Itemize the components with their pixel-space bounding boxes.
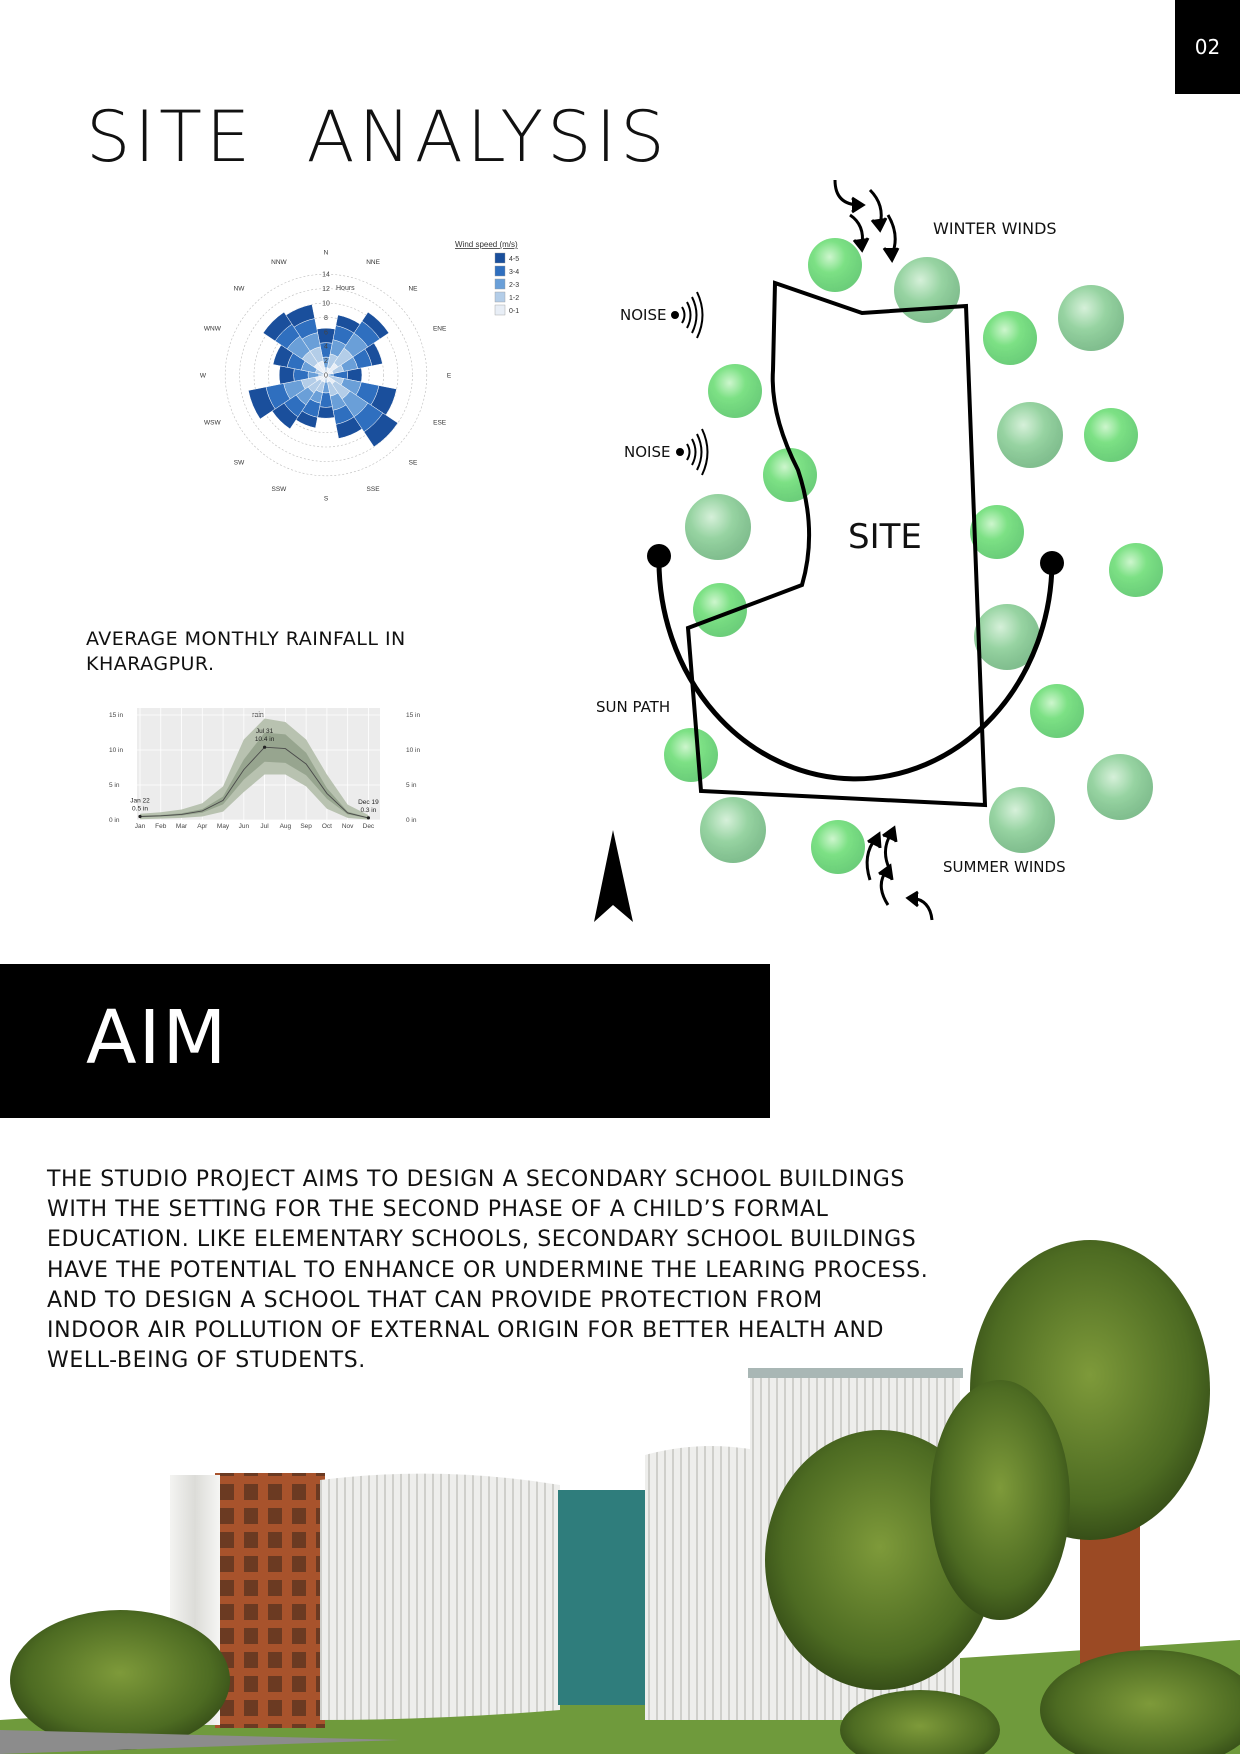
wind-rose-direction-label: WNW <box>203 325 221 333</box>
tree-foliage <box>930 1380 1070 1620</box>
wind-rose-legend <box>455 240 519 315</box>
wind-rose-direction-label: SE <box>408 459 418 467</box>
wind-rose-direction-label: NNW <box>271 258 287 266</box>
sun-set-marker <box>1040 551 1064 575</box>
wind-rose-direction-label: ENE <box>432 325 447 333</box>
y-tick-label-right: 0 in <box>406 817 417 824</box>
legend-swatch <box>495 292 505 302</box>
tree-icon <box>970 505 1024 559</box>
x-tick-label: Oct <box>321 823 332 830</box>
aim-heading: AIM <box>86 995 229 1081</box>
sun-rise-marker <box>647 544 671 568</box>
annotation-value: 0.5 in <box>132 805 148 813</box>
noise-wave-icon <box>677 429 708 475</box>
legend-swatch <box>495 305 505 315</box>
tree-icon <box>989 787 1055 853</box>
annotation-label: Jan 22 <box>130 797 150 805</box>
finned-volume <box>645 1446 755 1720</box>
summer-wind-arrows-icon <box>867 828 932 920</box>
legend-label: 4-5 <box>509 256 520 263</box>
legend-swatch <box>495 266 505 276</box>
wind-rose-radial-tick: 6 <box>324 329 328 337</box>
y-tick-label-left: 10 in <box>109 747 124 754</box>
tree-icon <box>664 728 718 782</box>
aim-line: WELL-BEING OF STUDENTS. <box>47 1348 366 1374</box>
north-arrow-icon <box>594 830 633 922</box>
sun-path-label: SUN PATH <box>596 698 671 716</box>
x-tick-label: Jun <box>238 823 250 830</box>
tree-icon <box>1087 754 1153 820</box>
tree-foliage <box>10 1610 230 1750</box>
y-tick-label-right: 15 in <box>406 712 421 719</box>
page-number-tab <box>1175 0 1240 94</box>
page-number: 02 <box>1194 35 1221 59</box>
tree-icon <box>983 311 1037 365</box>
aim-line: WITH THE SETTING FOR THE SECOND PHASE OF A CHILD’S FORMAL <box>47 1197 829 1223</box>
noise-label-1: NOISE <box>620 306 667 324</box>
page-title: SITE ANALYSIS <box>86 96 669 178</box>
wind-rose-direction-label: NE <box>408 285 418 293</box>
wind-rose-radial-tick: 4 <box>324 343 328 351</box>
annotation-label: Dec 19 <box>358 798 379 806</box>
wind-rose-radial-tick: 14 <box>322 271 330 279</box>
roof-rail <box>748 1368 963 1378</box>
glass-curtain-wall <box>558 1490 648 1705</box>
aim-line: EDUCATION. LIKE ELEMENTARY SCHOOLS, SECONDARY SCHOOL BUILDINGS <box>47 1227 917 1253</box>
noise-wave-icon <box>672 292 703 338</box>
wind-rose-direction-label: S <box>323 495 329 503</box>
annotation-label: Jul 31 <box>255 728 274 736</box>
x-tick-label: May <box>216 823 230 830</box>
annotation-point <box>367 816 370 819</box>
wind-rose-radial-tick: 8 <box>324 314 328 322</box>
x-tick-label: Jul <box>260 823 269 830</box>
wind-rose-direction-label: SSE <box>366 486 380 494</box>
x-tick-label: Dec <box>362 823 375 830</box>
tree-icon <box>894 257 960 323</box>
wind-rose-radial-label: Hours <box>336 285 355 292</box>
aim-line: AND TO DESIGN A SCHOOL THAT CAN PROVIDE PROTECTION FROM <box>47 1287 823 1313</box>
wind-rose-radial-tick: 10 <box>322 300 330 308</box>
finned-volume <box>320 1474 560 1720</box>
school-building-render <box>0 1240 1240 1754</box>
x-tick-label: Jan <box>134 823 146 830</box>
legend-label: 3-4 <box>509 269 520 276</box>
wind-rose-radial-tick: 12 <box>322 286 330 294</box>
tree-icon <box>997 402 1063 468</box>
y-tick-label-right: 5 in <box>406 782 417 789</box>
wind-rose-chart <box>190 235 570 525</box>
tree-icon <box>1058 285 1124 351</box>
rainfall-chart <box>95 700 435 840</box>
wind-rose-direction-label: NW <box>233 285 245 293</box>
brick-facade <box>215 1473 325 1728</box>
rainfall-title-line-1: AVERAGE MONTHLY RAINFALL IN <box>86 628 406 650</box>
site-plan-diagram <box>580 170 1180 940</box>
summer-winds-label: SUMMER WINDS <box>943 858 1066 876</box>
wind-rose-direction-label: E <box>446 372 452 380</box>
wind-rose-legend-title: Wind speed (m/s) <box>455 240 518 249</box>
aim-line: THE STUDIO PROJECT AIMS TO DESIGN A SECONDARY SCHOOL BUILDINGS <box>47 1167 905 1192</box>
aim-line: INDOOR AIR POLLUTION OF EXTERNAL ORIGIN FOR BETTER HEALTH AND <box>47 1318 885 1344</box>
wind-rose-direction-label: SW <box>233 459 245 467</box>
annotation-point <box>138 815 141 818</box>
x-tick-label: Apr <box>197 823 208 830</box>
wind-rose-direction-label: SSW <box>271 486 287 494</box>
tree-icon <box>1109 543 1163 597</box>
wind-rose-direction-label: NNE <box>366 258 380 266</box>
x-tick-label: Sep <box>300 823 312 830</box>
tree-icon <box>811 820 865 874</box>
rainfall-title <box>86 627 446 677</box>
legend-label: 1-2 <box>509 295 520 302</box>
wind-rose-direction-label: N <box>323 249 329 257</box>
y-tick-label-left: 0 in <box>109 817 120 824</box>
legend-label: 2-3 <box>509 282 520 289</box>
wind-rose-direction-label: W <box>199 372 207 380</box>
legend-swatch <box>495 253 505 263</box>
wind-rose-segment <box>318 407 335 418</box>
y-tick-label-right: 10 in <box>406 747 421 754</box>
x-tick-label: Mar <box>175 823 188 830</box>
site-label: SITE <box>848 517 922 557</box>
noise-label-2: NOISE <box>624 443 671 461</box>
tree-icon <box>685 494 751 560</box>
rainfall-title-line-2: KHARAGPUR. <box>86 653 215 675</box>
wind-rose-radial-tick: 2 <box>324 358 328 366</box>
legend-label: 0-1 <box>509 308 520 315</box>
aim-line: HAVE THE POTENTIAL TO ENHANCE OR UNDERMINE THE LEARING PROCESS. <box>47 1257 929 1283</box>
annotation-value: 10.4 in <box>254 736 275 744</box>
tree-icon <box>1084 408 1138 462</box>
x-tick-label: Aug <box>279 823 292 830</box>
wind-rose-direction-label: WSW <box>204 419 221 427</box>
legend-swatch <box>495 279 505 289</box>
x-tick-label: Nov <box>341 823 354 830</box>
x-tick-label: Feb <box>155 823 167 830</box>
tree-icon <box>808 238 862 292</box>
winter-winds-label: WINTER WINDS <box>933 219 1057 238</box>
tree-icon <box>1030 684 1084 738</box>
wind-rose-radial-tick: 0 <box>324 372 328 380</box>
wind-rose-segment <box>279 366 294 384</box>
wind-rose-direction-label: ESE <box>433 419 447 427</box>
tree-icon <box>700 797 766 863</box>
annotation-point <box>263 746 266 749</box>
tree-icon <box>708 364 762 418</box>
annotation-value: 0.3 in <box>360 806 377 814</box>
rainfall-chart-title: rain <box>252 712 264 719</box>
y-tick-label-left: 5 in <box>109 782 120 789</box>
y-tick-label-left: 15 in <box>109 712 124 719</box>
